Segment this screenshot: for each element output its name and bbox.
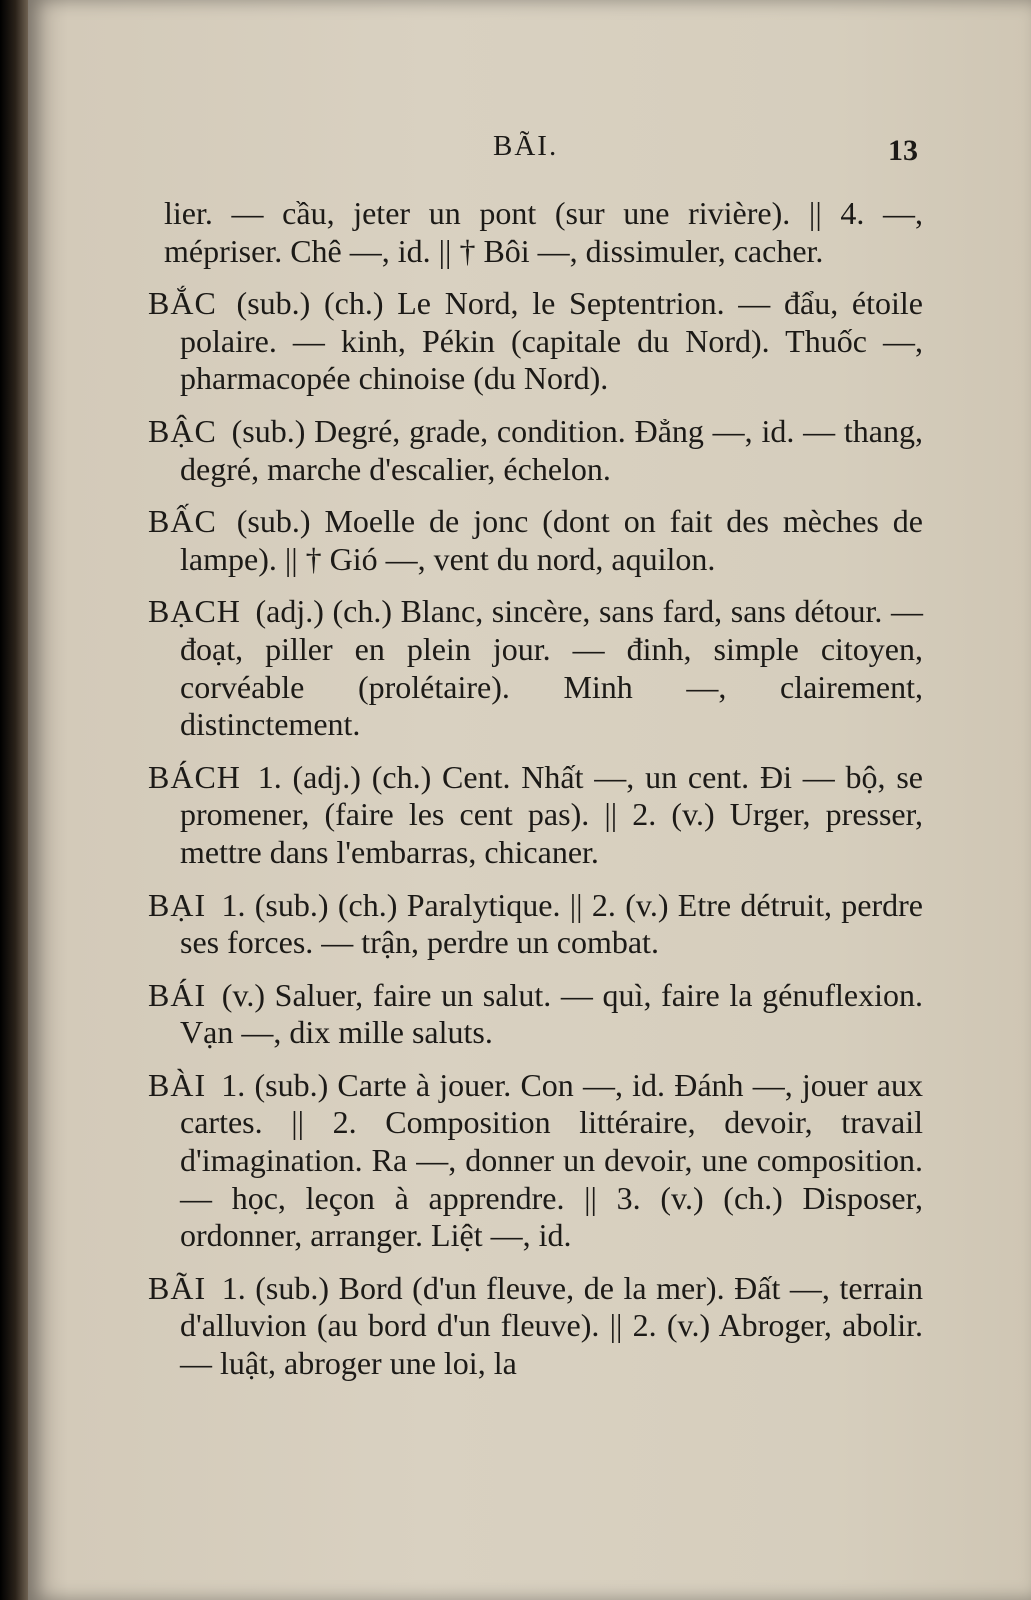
dictionary-entry	[148, 1270, 923, 1383]
entry-definition: (sub.) (ch.) Le Nord, le Septentrion. — đẩu, étoile polaire. — kinh, Pékin (capitale du Nord). Thuốc —, pharmacopée chinoise (du Nord).	[180, 285, 924, 397]
running-head-title: BÃI.	[493, 130, 559, 162]
entry-definition: (v.) Saluer, faire un salut. — quì, faire la génuflexion. Vạn —, dix mille saluts.	[180, 976, 924, 1051]
entry-definition: (sub.) Moelle de jonc (dont on fait des mèches de lampe). || † Gió —, vent du nord, aquilon.	[180, 503, 924, 577]
dictionary-entry	[148, 413, 923, 488]
entry-headword: BẮC	[148, 285, 217, 322]
entry-definition: (sub.) Degré, grade, condition. Đẳng —, id. — thang, degré, marche d'escalier, échelon.	[180, 412, 923, 487]
dictionary-entry	[148, 977, 923, 1052]
dictionary-entry	[148, 1067, 923, 1255]
entry-headword: BÁI	[148, 976, 207, 1013]
dictionary-entry	[148, 593, 923, 743]
entry-headword: BÃI	[148, 1269, 207, 1306]
running-head	[28, 130, 1031, 170]
dictionary-page	[28, 0, 1031, 1600]
entry-definition: (adj.) (ch.) Blanc, sincère, sans fard, sans détour. — đoạt, piller en plein jour. — đinh, simple citoyen, corvéable (prolétaire). Minh —, clairement, distinctement.	[180, 593, 923, 743]
book-spine-shadow	[0, 0, 28, 1600]
entry-definition: 1. (sub.) (ch.) Paralytique. || 2. (v.) Etre détruit, perdre ses forces. — trận, perdre un combat.	[180, 886, 923, 961]
dictionary-body	[148, 195, 923, 1383]
entry-definition: 1. (adj.) (ch.) Cent. Nhất —, un cent. Đi — bộ, se promener, (faire les cent pas). || 2. (v.) Urger, presser, mettre dans l'embarras, chicaner.	[180, 758, 924, 870]
dictionary-entry	[148, 285, 923, 398]
entry-headword: BẤC	[148, 503, 217, 540]
continued-entry-text: lier. — cầu, jeter un pont (sur une rivière). || 4. —, mépriser. Chê —, id. || † Bôi —, dissimuler, cacher.	[164, 195, 923, 269]
entry-definition: 1. (sub.) Bord (d'un fleuve, de la mer). Đất —, terrain d'alluvion (au bord d'un fleuve). || 2. (v.) Abroger, abolir. — luật, abroger une loi, la	[180, 1269, 924, 1382]
entry-headword: BÀI	[148, 1066, 207, 1103]
entry-headword: BẬC	[148, 412, 217, 449]
entry-headword: BẠI	[148, 886, 207, 923]
entry-headword: BẠCH	[148, 593, 241, 630]
entry-headword: BÁCH	[148, 758, 241, 795]
dictionary-entry	[148, 887, 923, 962]
entry-definition: 1. (sub.) Carte à jouer. Con —, id. Đánh —, jouer aux cartes. || 2. Composition littéraire, devoir, travail d'imagination. Ra —, donner un devoir, une composition. — học, leçon à apprendre. || 3. (v.) (ch.) Disposer, ordonner, arranger. Liệt —, id.	[180, 1066, 924, 1254]
dictionary-entry	[148, 503, 923, 578]
page-number: 13	[888, 134, 918, 167]
dictionary-entry	[148, 759, 923, 872]
